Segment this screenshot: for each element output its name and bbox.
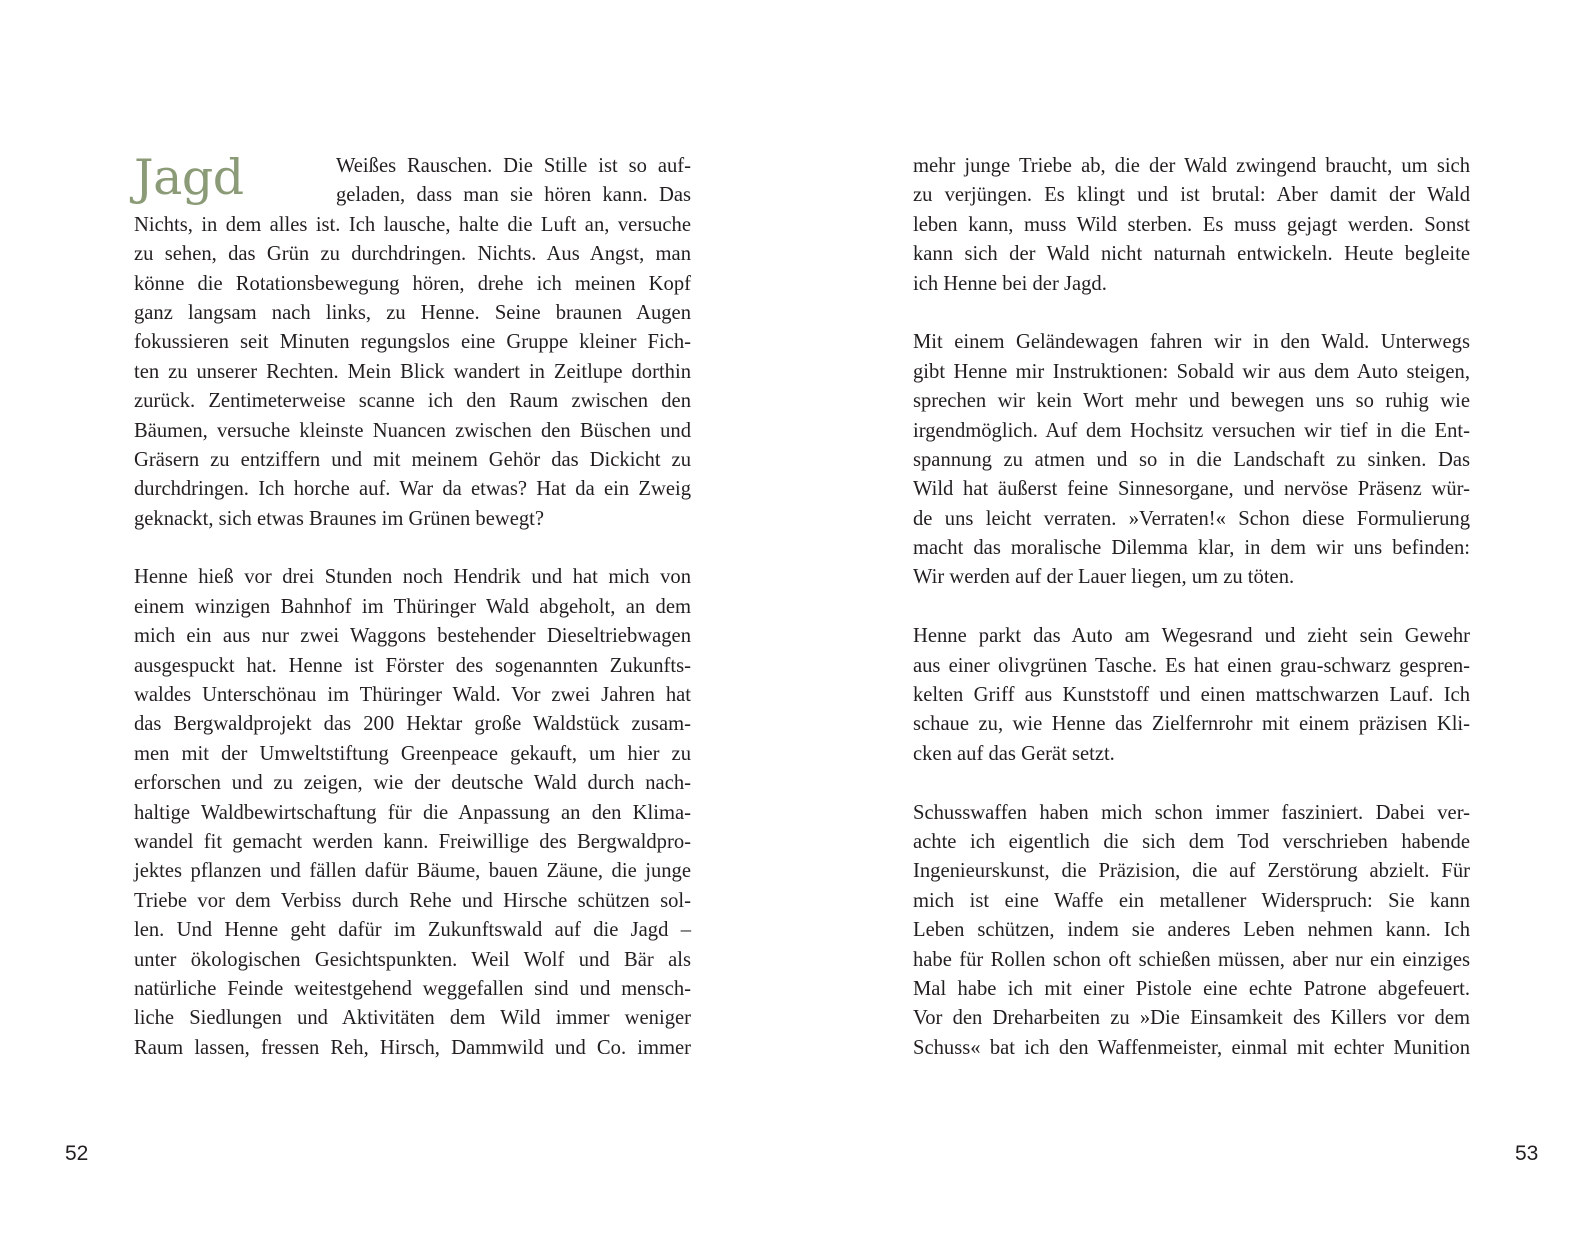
text-line: sprechen wir kein Wort mehr und bewegen uns so ruhig wie (913, 390, 1470, 413)
text-line: Ingenieurskunst, die Präzision, die auf Zerstörung abzielt. Für (913, 860, 1470, 883)
text-line: achte ich eigentlich die sich dem Tod verschrieben habende (913, 830, 1470, 853)
text-line: leben kann, muss Wild sterben. Es muss gejagt werden. Sonst (913, 213, 1470, 236)
text-line: ich Henne bei der Jagd. (913, 272, 1107, 295)
text-line: ausgespuckt hat. Henne ist Förster des sogenannten Zukunfts- (134, 654, 691, 677)
chapter-title: Jagd (134, 149, 244, 206)
text-line: ten zu unserer Rechten. Mein Blick wandert in Zeitlupe dorthin (134, 360, 691, 383)
text-line: Wir werden auf der Lauer liegen, um zu töten. (913, 566, 1295, 589)
text-line: Schuss« bat ich den Waffenmeister, einmal mit echter Munition (913, 1036, 1470, 1059)
text-line: Wild hat äußerst feine Sinnesorgane, und nervöse Präsenz wür- (913, 478, 1470, 501)
text-line: das Bergwaldprojekt das 200 Hektar große Waldstück zusam- (134, 713, 691, 736)
left-page-number: 52 (65, 1142, 89, 1165)
text-line: mich ein aus nur zwei Waggons bestehender Dieseltriebwagen (134, 625, 691, 648)
right-page-text-column (913, 152, 1470, 1063)
text-line: Weißes Rauschen. Die Stille ist so auf- (336, 155, 691, 177)
text-line: zu sehen, das Grün zu durchdringen. Nichts. Aus Angst, man (134, 243, 691, 266)
text-line: zu verjüngen. Es klingt und ist brutal: Aber damit der Wald (913, 184, 1470, 207)
text-line: Triebe vor dem Verbiss durch Rehe und Hirsche schützen sol- (134, 889, 691, 912)
text-line: unter ökologischen Gesichtspunkten. Weil Wolf und Bär als (134, 948, 691, 971)
text-line: Mit einem Geländewagen fahren wir in den Wald. Unterwegs (913, 331, 1470, 354)
text-line: habe für Rollen schon oft schießen müssen, aber nur ein einziges (913, 948, 1470, 971)
text-line: macht das moralische Dilemma klar, in dem wir uns befinden: (913, 537, 1470, 560)
text-line: erforschen und zu zeigen, wie der deutsche Wald durch nach- (134, 772, 691, 795)
text-line: kelten Griff aus Kunststoff und einen mattschwarzen Lauf. Ich (913, 684, 1470, 707)
paragraph-gap (913, 769, 1470, 798)
text-line: aus einer olivgrünen Tasche. Es hat einen grau-schwarz gespren- (913, 654, 1470, 677)
text-line: Nichts, in dem alles ist. Ich lausche, halte die Luft an, versuche (134, 213, 691, 236)
text-line: zurück. Zentimeterweise scanne ich den Raum zwischen den (134, 390, 691, 413)
text-line: liche Siedlungen und Aktivitäten dem Wild immer weniger (134, 1007, 691, 1030)
text-line: men mit der Umweltstiftung Greenpeace gekauft, um hier zu (134, 742, 691, 765)
text-line: mehr junge Triebe ab, die der Wald zwingend braucht, um sich (913, 155, 1470, 177)
text-line: wandel fit gemacht werden kann. Freiwillige des Bergwaldpro- (134, 830, 691, 853)
text-line: waldes Unterschönau im Thüringer Wald. Vor zwei Jahren hat (134, 684, 691, 707)
text-line: gibt Henne mir Instruktionen: Sobald wir aus dem Auto steigen, (913, 360, 1470, 383)
text-line: Vor den Dreharbeiten zu »Die Einsamkeit des Killers vor dem (913, 1007, 1470, 1030)
text-line: spannung zu atmen und so in die Landschaft zu sinken. Das (913, 448, 1470, 471)
text-line: Henne parkt das Auto am Wegesrand und zieht sein Gewehr (913, 625, 1470, 648)
right-page-number: 53 (1515, 1142, 1539, 1165)
text-line: len. Und Henne geht dafür im Zukunftswald auf die Jagd – (134, 919, 691, 942)
text-line: durchdringen. Ich horche auf. War da etwas? Hat da ein Zweig (134, 478, 691, 501)
text-line: könne die Rotationsbewegung hören, drehe ich meinen Kopf (134, 272, 691, 295)
text-line: Gräsern zu entziffern und mit meinem Gehör das Dickicht zu (134, 448, 691, 471)
paragraph-gap (134, 534, 691, 563)
text-line: haltige Waldbewirtschaftung für die Anpassung an den Klima- (134, 801, 691, 824)
left-page-text-column (134, 152, 691, 1063)
text-line: Schusswaffen haben mich schon immer fasziniert. Dabei ver- (913, 801, 1470, 824)
text-line: kann sich der Wald nicht naturnah entwickeln. Heute begleite (913, 243, 1470, 266)
text-line: fokussieren seit Minuten regungslos eine Gruppe kleiner Fich- (134, 331, 691, 354)
right-page (797, 0, 1594, 1240)
text-line: Mal habe ich mit einer Pistole eine echte Patrone abgefeuert. (913, 977, 1470, 1000)
text-line: jektes pflanzen und fällen dafür Bäume, bauen Zäune, die junge (134, 860, 691, 883)
text-line: geknackt, sich etwas Braunes im Grünen bewegt? (134, 507, 545, 530)
paragraph-gap (913, 299, 1470, 328)
text-line: ganz langsam nach links, zu Henne. Seine braunen Augen (134, 301, 691, 324)
text-line: irgendmöglich. Auf dem Hochsitz versuchen wir tief in die Ent- (913, 419, 1470, 442)
text-line: Bäumen, versuche kleinste Nuancen zwischen den Büschen und (134, 419, 691, 442)
text-line: einem winzigen Bahnhof im Thüringer Wald abgeholt, an dem (134, 595, 691, 618)
text-line: Henne hieß vor drei Stunden noch Hendrik und hat mich von (134, 566, 691, 589)
text-line: schaue zu, wie Henne das Zielfernrohr mit einem präzisen Kli- (913, 713, 1470, 736)
paragraph-gap (913, 593, 1470, 622)
text-line: natürliche Feinde weitestgehend weggefallen sind und mensch- (134, 977, 691, 1000)
text-line: mich ist eine Waffe ein metallener Widerspruch: Sie kann (913, 889, 1470, 912)
text-line: cken auf das Gerät setzt. (913, 742, 1115, 765)
text-line: Leben schützen, indem sie anderes Leben nehmen kann. Ich (913, 919, 1470, 942)
text-line: de uns leicht verraten. »Verraten!« Schon diese Formulierung (913, 507, 1470, 530)
text-line: geladen, dass man sie hören kann. Das (336, 184, 691, 207)
text-line: Raum lassen, fressen Reh, Hirsch, Dammwild und Co. immer (134, 1036, 691, 1059)
